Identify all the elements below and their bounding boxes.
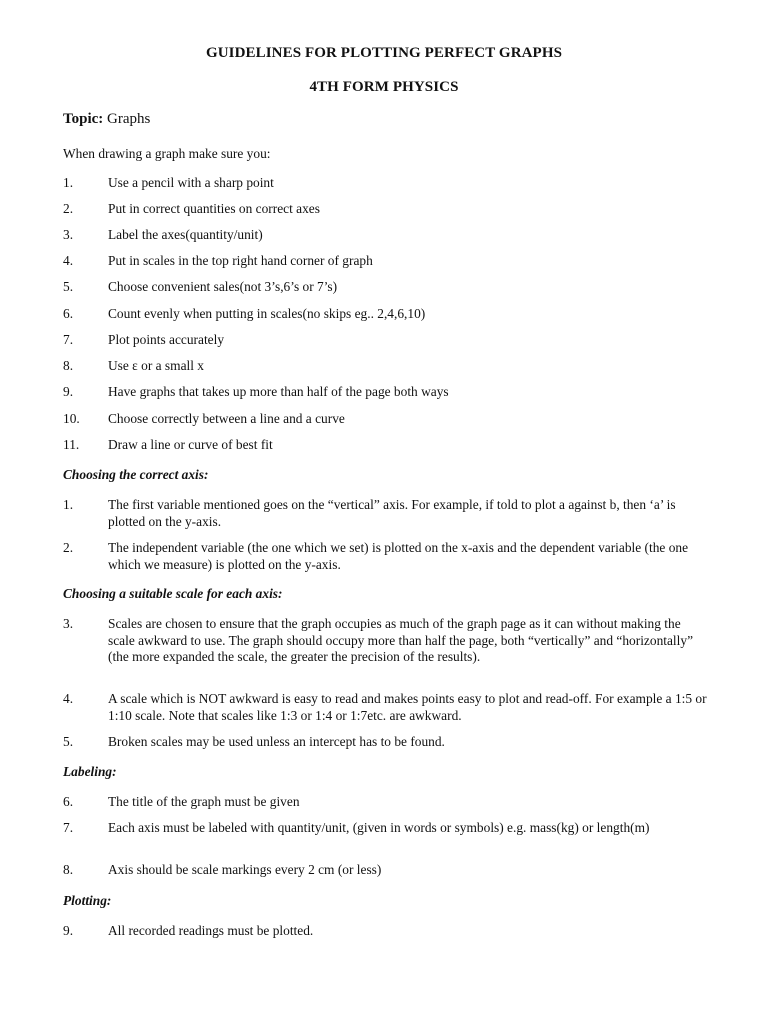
document-title: GUIDELINES FOR PLOTTING PERFECT GRAPHS [205, 45, 563, 61]
item-number: 11. [63, 437, 80, 452]
item-number: 1. [63, 497, 74, 512]
section-heading: Labeling: [63, 764, 117, 779]
item-number: 3. [63, 616, 74, 631]
item-number: 5. [63, 734, 74, 749]
item-text: The independent variable (the one which we set) is plotted on the x-axis and the dependent variable (the one which we measure) is plotted on the y-axis. [108, 540, 689, 572]
intro-text: When drawing a graph make sure you: [63, 146, 271, 161]
item-number: 7. [63, 820, 74, 835]
item-text: All recorded readings must be plotted. [108, 923, 314, 938]
item-text: Put in scales in the top right hand corner of graph [108, 253, 373, 268]
item-number: 2. [63, 540, 74, 555]
document-subtitle: 4TH FORM PHYSICS [309, 79, 459, 95]
item-text: Choose correctly between a line and a curve [108, 411, 345, 426]
item-text: Choose convenient sales(not 3’s,6’s or 7’s) [108, 279, 338, 294]
item-number: 7. [63, 332, 74, 347]
section-heading: Choosing a suitable scale for each axis: [63, 586, 283, 601]
item-text: The title of the graph must be given [108, 794, 300, 809]
section-heading: Plotting: [63, 893, 112, 908]
item-number: 4. [63, 253, 74, 268]
item-text: The first variable mentioned goes on the “vertical” axis. For example, if told to plot a against b, then ‘a’ is plotted on the y-axis. [108, 497, 676, 529]
item-number: 9. [63, 384, 74, 399]
section-heading: Choosing the correct axis: [63, 467, 209, 482]
topic-label: Topic: [63, 111, 104, 127]
item-text: Put in correct quantities on correct axes [108, 201, 320, 216]
item-number: 6. [63, 306, 74, 321]
item-number: 1. [63, 175, 74, 190]
item-text: A scale which is NOT awkward is easy to read and makes points easy to plot and read-off. For example a 1:5 or 1:10 scale. Note that scales like 1:3 or 1:4 or 1:7etc. are awkward. [108, 691, 707, 723]
item-text: Have graphs that takes up more than half of the page both ways [108, 384, 449, 399]
item-number: 5. [63, 279, 74, 294]
item-text: Each axis must be labeled with quantity/unit, (given in words or symbols) e.g. mass(kg) or length(m) [108, 820, 650, 835]
item-number: 8. [63, 862, 74, 877]
item-number: 6. [63, 794, 74, 809]
item-text: Count evenly when putting in scales(no skips eg.. 2,4,6,10) [108, 306, 426, 321]
topic-line [63, 111, 150, 128]
item-text: Draw a line or curve of best fit [108, 437, 273, 452]
item-text: Use a pencil with a sharp point [108, 175, 274, 190]
item-text: Broken scales may be used unless an intercept has to be found. [108, 734, 445, 749]
item-text: Label the axes(quantity/unit) [108, 227, 263, 242]
item-text: Scales are chosen to ensure that the graph occupies as much of the graph page as it can without making the scale awkward to use. The graph should occupy more than half the page, both “vertically” and “horizontally” (the more expanded the scale, the greater the precision of the results). [108, 616, 694, 664]
topic-value: Graphs [107, 111, 151, 127]
item-number: 4. [63, 691, 74, 706]
item-text: Plot points accurately [108, 332, 225, 347]
item-number: 3. [63, 227, 74, 242]
item-text: Axis should be scale markings every 2 cm (or less) [108, 862, 382, 877]
item-text: Use ɛ or a small x [108, 358, 204, 373]
item-number: 8. [63, 358, 74, 373]
item-number: 2. [63, 201, 74, 216]
item-number: 9. [63, 923, 74, 938]
item-number: 10. [63, 411, 80, 426]
